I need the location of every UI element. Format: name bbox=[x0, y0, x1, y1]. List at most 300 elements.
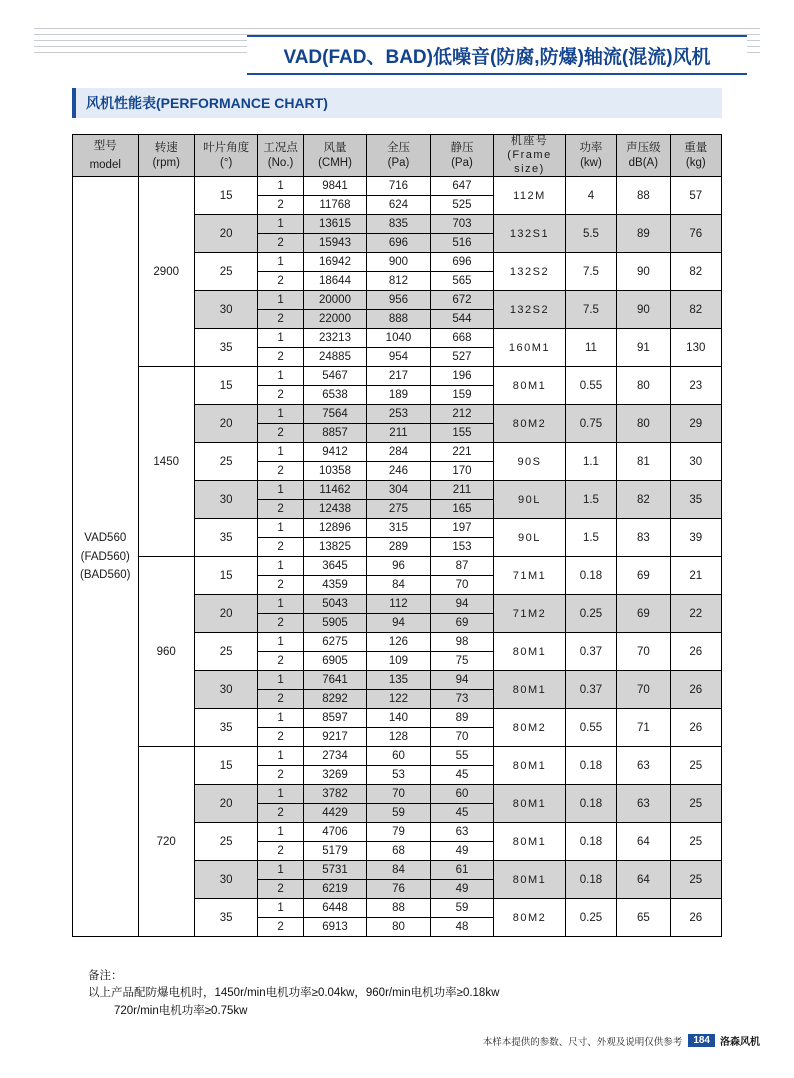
cell-model-l2: (FAD560) bbox=[80, 550, 130, 563]
cell-airflow: 20000 bbox=[303, 291, 366, 310]
cell-blade-angle: 15 bbox=[194, 557, 257, 595]
cell-airflow: 6448 bbox=[303, 899, 366, 918]
cell-airflow: 4429 bbox=[303, 804, 366, 823]
cell-static-pressure: 668 bbox=[430, 329, 493, 348]
cell-total-pressure: 246 bbox=[367, 462, 430, 481]
cell-sound-pressure: 69 bbox=[617, 595, 670, 633]
cell-static-pressure: 221 bbox=[430, 443, 493, 462]
cell-static-pressure: 672 bbox=[430, 291, 493, 310]
cell-static-pressure: 45 bbox=[430, 804, 493, 823]
cell-total-pressure: 217 bbox=[367, 367, 430, 386]
cell-frame-size: 90L bbox=[494, 519, 566, 557]
cell-airflow: 3645 bbox=[303, 557, 366, 576]
cell-static-pressure: 94 bbox=[430, 595, 493, 614]
table-row bbox=[73, 367, 722, 386]
section-header bbox=[72, 88, 722, 118]
table-column-header-10 bbox=[670, 135, 721, 177]
cell-weight: 23 bbox=[670, 367, 721, 405]
cell-static-pressure: 211 bbox=[430, 481, 493, 500]
cell-sound-pressure: 88 bbox=[617, 177, 670, 215]
cell-rpm: 1450 bbox=[138, 367, 194, 557]
cell-frame-size: 80M2 bbox=[494, 899, 566, 937]
cell-power: 7.5 bbox=[565, 253, 616, 291]
cell-blade-angle: 20 bbox=[194, 405, 257, 443]
cell-airflow: 5043 bbox=[303, 595, 366, 614]
cell-blade-angle: 25 bbox=[194, 633, 257, 671]
cell-total-pressure: 289 bbox=[367, 538, 430, 557]
cell-power: 0.25 bbox=[565, 899, 616, 937]
cell-total-pressure: 1040 bbox=[367, 329, 430, 348]
cell-static-pressure: 155 bbox=[430, 424, 493, 443]
cell-static-pressure: 196 bbox=[430, 367, 493, 386]
cell-power: 11 bbox=[565, 329, 616, 367]
cell-static-pressure: 48 bbox=[430, 918, 493, 937]
cell-sound-pressure: 64 bbox=[617, 823, 670, 861]
cell-model bbox=[73, 177, 139, 937]
cell-frame-size: 132S2 bbox=[494, 291, 566, 329]
cell-airflow: 8857 bbox=[303, 424, 366, 443]
cell-power: 1.5 bbox=[565, 519, 616, 557]
cell-airflow: 6905 bbox=[303, 652, 366, 671]
cell-static-pressure: 170 bbox=[430, 462, 493, 481]
cell-weight: 35 bbox=[670, 481, 721, 519]
cell-static-pressure: 98 bbox=[430, 633, 493, 652]
cell-sound-pressure: 70 bbox=[617, 633, 670, 671]
cell-blade-angle: 30 bbox=[194, 481, 257, 519]
cell-frame-size: 80M2 bbox=[494, 709, 566, 747]
cell-weight: 25 bbox=[670, 861, 721, 899]
cell-total-pressure: 275 bbox=[367, 500, 430, 519]
cell-airflow: 8292 bbox=[303, 690, 366, 709]
cell-total-pressure: 716 bbox=[367, 177, 430, 196]
table-column-header-0 bbox=[73, 135, 139, 177]
section-title: 风机性能表(PERFORMANCE CHART) bbox=[86, 95, 328, 111]
table-column-header-line2-6: (Pa) bbox=[451, 156, 473, 169]
table-column-header-line1-10: 重量 bbox=[684, 142, 708, 155]
cell-static-pressure: 70 bbox=[430, 576, 493, 595]
cell-total-pressure: 954 bbox=[367, 348, 430, 367]
cell-frame-size: 80M1 bbox=[494, 823, 566, 861]
cell-power: 7.5 bbox=[565, 291, 616, 329]
cell-weight: 26 bbox=[670, 709, 721, 747]
table-row bbox=[73, 747, 722, 766]
table-body bbox=[73, 177, 722, 937]
cell-weight: 29 bbox=[670, 405, 721, 443]
table-column-header-line1-6: 静压 bbox=[450, 142, 474, 155]
cell-airflow: 8597 bbox=[303, 709, 366, 728]
cell-static-pressure: 61 bbox=[430, 861, 493, 880]
cell-total-pressure: 128 bbox=[367, 728, 430, 747]
cell-total-pressure: 96 bbox=[367, 557, 430, 576]
cell-operating-point: 1 bbox=[258, 329, 303, 348]
cell-weight: 26 bbox=[670, 633, 721, 671]
cell-static-pressure: 60 bbox=[430, 785, 493, 804]
cell-sound-pressure: 71 bbox=[617, 709, 670, 747]
cell-weight: 57 bbox=[670, 177, 721, 215]
cell-operating-point: 1 bbox=[258, 557, 303, 576]
cell-operating-point: 2 bbox=[258, 234, 303, 253]
table-column-header-line2-9: dB(A) bbox=[628, 156, 659, 169]
cell-total-pressure: 189 bbox=[367, 386, 430, 405]
cell-operating-point: 1 bbox=[258, 177, 303, 196]
cell-total-pressure: 284 bbox=[367, 443, 430, 462]
cell-airflow: 3782 bbox=[303, 785, 366, 804]
cell-sound-pressure: 63 bbox=[617, 785, 670, 823]
cell-airflow: 5467 bbox=[303, 367, 366, 386]
cell-power: 0.75 bbox=[565, 405, 616, 443]
cell-power: 1.5 bbox=[565, 481, 616, 519]
cell-frame-size: 132S2 bbox=[494, 253, 566, 291]
cell-weight: 39 bbox=[670, 519, 721, 557]
cell-power: 0.55 bbox=[565, 367, 616, 405]
cell-frame-size: 80M1 bbox=[494, 671, 566, 709]
cell-operating-point: 2 bbox=[258, 614, 303, 633]
cell-operating-point: 1 bbox=[258, 633, 303, 652]
cell-airflow: 9841 bbox=[303, 177, 366, 196]
cell-rpm: 720 bbox=[138, 747, 194, 937]
cell-operating-point: 1 bbox=[258, 861, 303, 880]
table-column-header-4 bbox=[303, 135, 366, 177]
cell-total-pressure: 696 bbox=[367, 234, 430, 253]
table-column-header-line2-7: (Frame size) bbox=[507, 148, 552, 175]
cell-weight: 26 bbox=[670, 899, 721, 937]
cell-blade-angle: 25 bbox=[194, 443, 257, 481]
table-row bbox=[73, 557, 722, 576]
table-column-header-line1-1: 转速 bbox=[154, 142, 178, 155]
cell-operating-point: 2 bbox=[258, 728, 303, 747]
table-column-header-line2-8: (kw) bbox=[580, 156, 602, 169]
cell-operating-point: 1 bbox=[258, 899, 303, 918]
cell-model-l3: (BAD560) bbox=[80, 568, 131, 581]
cell-rpm: 2900 bbox=[138, 177, 194, 367]
cell-static-pressure: 55 bbox=[430, 747, 493, 766]
page-number: 184 bbox=[688, 1034, 715, 1047]
cell-static-pressure: 70 bbox=[430, 728, 493, 747]
cell-operating-point: 2 bbox=[258, 196, 303, 215]
cell-static-pressure: 87 bbox=[430, 557, 493, 576]
page-footer bbox=[483, 1033, 760, 1048]
cell-operating-point: 1 bbox=[258, 367, 303, 386]
cell-sound-pressure: 70 bbox=[617, 671, 670, 709]
cell-weight: 26 bbox=[670, 671, 721, 709]
cell-power: 5.5 bbox=[565, 215, 616, 253]
footer-brand: 洛森风机 bbox=[720, 1037, 760, 1048]
cell-sound-pressure: 82 bbox=[617, 481, 670, 519]
cell-total-pressure: 76 bbox=[367, 880, 430, 899]
cell-airflow: 13615 bbox=[303, 215, 366, 234]
cell-total-pressure: 80 bbox=[367, 918, 430, 937]
table-column-header-line1-8: 功率 bbox=[579, 142, 603, 155]
section-accent-bar bbox=[72, 88, 76, 118]
table-header-row bbox=[73, 135, 722, 177]
cell-airflow: 16942 bbox=[303, 253, 366, 272]
cell-total-pressure: 211 bbox=[367, 424, 430, 443]
cell-airflow: 5731 bbox=[303, 861, 366, 880]
cell-power: 0.18 bbox=[565, 785, 616, 823]
cell-operating-point: 1 bbox=[258, 747, 303, 766]
cell-sound-pressure: 80 bbox=[617, 367, 670, 405]
cell-airflow: 10358 bbox=[303, 462, 366, 481]
cell-static-pressure: 49 bbox=[430, 842, 493, 861]
table-column-header-line1-0: 型号 bbox=[93, 140, 117, 153]
cell-static-pressure: 647 bbox=[430, 177, 493, 196]
cell-static-pressure: 153 bbox=[430, 538, 493, 557]
cell-power: 0.18 bbox=[565, 823, 616, 861]
cell-static-pressure: 63 bbox=[430, 823, 493, 842]
cell-power: 0.25 bbox=[565, 595, 616, 633]
cell-blade-angle: 15 bbox=[194, 747, 257, 785]
cell-operating-point: 1 bbox=[258, 253, 303, 272]
cell-power: 0.55 bbox=[565, 709, 616, 747]
cell-blade-angle: 25 bbox=[194, 253, 257, 291]
cell-total-pressure: 624 bbox=[367, 196, 430, 215]
cell-operating-point: 1 bbox=[258, 519, 303, 538]
table-column-header-line1-9: 声压级 bbox=[626, 142, 661, 155]
cell-operating-point: 2 bbox=[258, 424, 303, 443]
cell-frame-size: 160M1 bbox=[494, 329, 566, 367]
cell-operating-point: 2 bbox=[258, 538, 303, 557]
cell-total-pressure: 835 bbox=[367, 215, 430, 234]
cell-sound-pressure: 91 bbox=[617, 329, 670, 367]
cell-weight: 130 bbox=[670, 329, 721, 367]
cell-airflow: 5179 bbox=[303, 842, 366, 861]
cell-static-pressure: 69 bbox=[430, 614, 493, 633]
cell-operating-point: 1 bbox=[258, 291, 303, 310]
cell-frame-size: 112M bbox=[494, 177, 566, 215]
cell-total-pressure: 888 bbox=[367, 310, 430, 329]
cell-sound-pressure: 83 bbox=[617, 519, 670, 557]
notes-block bbox=[88, 968, 728, 1020]
cell-total-pressure: 84 bbox=[367, 576, 430, 595]
cell-total-pressure: 109 bbox=[367, 652, 430, 671]
cell-static-pressure: 45 bbox=[430, 766, 493, 785]
cell-weight: 30 bbox=[670, 443, 721, 481]
cell-static-pressure: 73 bbox=[430, 690, 493, 709]
cell-blade-angle: 30 bbox=[194, 861, 257, 899]
cell-operating-point: 2 bbox=[258, 690, 303, 709]
cell-total-pressure: 956 bbox=[367, 291, 430, 310]
cell-operating-point: 2 bbox=[258, 386, 303, 405]
cell-airflow: 9412 bbox=[303, 443, 366, 462]
table-column-header-line2-1: (rpm) bbox=[152, 156, 180, 169]
cell-operating-point: 1 bbox=[258, 481, 303, 500]
cell-total-pressure: 122 bbox=[367, 690, 430, 709]
cell-frame-size: 90S bbox=[494, 443, 566, 481]
cell-static-pressure: 544 bbox=[430, 310, 493, 329]
table-column-header-8 bbox=[565, 135, 616, 177]
cell-frame-size: 80M1 bbox=[494, 367, 566, 405]
cell-operating-point: 2 bbox=[258, 576, 303, 595]
page-title: VAD(FAD、BAD)低噪音(防腐,防爆)轴流(混流)风机 bbox=[247, 35, 747, 75]
table-column-header-line2-2: (°) bbox=[220, 156, 233, 169]
cell-frame-size: 80M1 bbox=[494, 861, 566, 899]
cell-frame-size: 80M2 bbox=[494, 405, 566, 443]
cell-frame-size: 132S1 bbox=[494, 215, 566, 253]
cell-static-pressure: 565 bbox=[430, 272, 493, 291]
cell-operating-point: 1 bbox=[258, 785, 303, 804]
table-column-header-6 bbox=[430, 135, 493, 177]
cell-blade-angle: 35 bbox=[194, 329, 257, 367]
cell-operating-point: 1 bbox=[258, 405, 303, 424]
cell-airflow: 12438 bbox=[303, 500, 366, 519]
cell-total-pressure: 68 bbox=[367, 842, 430, 861]
cell-weight: 82 bbox=[670, 291, 721, 329]
cell-total-pressure: 304 bbox=[367, 481, 430, 500]
cell-airflow: 15943 bbox=[303, 234, 366, 253]
cell-operating-point: 2 bbox=[258, 310, 303, 329]
cell-airflow: 7564 bbox=[303, 405, 366, 424]
cell-total-pressure: 88 bbox=[367, 899, 430, 918]
cell-airflow: 6275 bbox=[303, 633, 366, 652]
cell-sound-pressure: 64 bbox=[617, 861, 670, 899]
table-column-header-line2-5: (Pa) bbox=[387, 156, 410, 169]
cell-frame-size: 80M1 bbox=[494, 785, 566, 823]
cell-total-pressure: 94 bbox=[367, 614, 430, 633]
cell-power: 0.18 bbox=[565, 747, 616, 785]
cell-total-pressure: 84 bbox=[367, 861, 430, 880]
cell-blade-angle: 20 bbox=[194, 595, 257, 633]
table-column-header-line1-3: 工况点 bbox=[263, 142, 298, 155]
cell-blade-angle: 30 bbox=[194, 671, 257, 709]
cell-total-pressure: 140 bbox=[367, 709, 430, 728]
table-column-header-line2-3: (No.) bbox=[267, 156, 294, 169]
cell-airflow: 7641 bbox=[303, 671, 366, 690]
table-column-header-line1-4: 风量 bbox=[323, 142, 347, 155]
cell-static-pressure: 525 bbox=[430, 196, 493, 215]
cell-total-pressure: 79 bbox=[367, 823, 430, 842]
cell-weight: 21 bbox=[670, 557, 721, 595]
cell-airflow: 3269 bbox=[303, 766, 366, 785]
notes-line-1: 以上产品配防爆电机时，1450r/min电机功率≥0.04kw，960r/min电机功率≥0.18kw bbox=[88, 987, 500, 1000]
performance-table bbox=[72, 134, 722, 937]
cell-operating-point: 1 bbox=[258, 709, 303, 728]
cell-sound-pressure: 81 bbox=[617, 443, 670, 481]
cell-airflow: 23213 bbox=[303, 329, 366, 348]
cell-operating-point: 2 bbox=[258, 918, 303, 937]
table-column-header-line1-2: 叶片角度 bbox=[203, 142, 250, 155]
cell-static-pressure: 703 bbox=[430, 215, 493, 234]
cell-operating-point: 2 bbox=[258, 766, 303, 785]
cell-total-pressure: 900 bbox=[367, 253, 430, 272]
cell-operating-point: 2 bbox=[258, 348, 303, 367]
table-column-header-2 bbox=[194, 135, 257, 177]
cell-operating-point: 2 bbox=[258, 462, 303, 481]
cell-airflow: 4706 bbox=[303, 823, 366, 842]
cell-static-pressure: 94 bbox=[430, 671, 493, 690]
cell-operating-point: 1 bbox=[258, 823, 303, 842]
cell-airflow: 22000 bbox=[303, 310, 366, 329]
cell-power: 0.37 bbox=[565, 633, 616, 671]
table-column-header-5 bbox=[367, 135, 430, 177]
cell-operating-point: 2 bbox=[258, 880, 303, 899]
page-header bbox=[0, 18, 794, 68]
table-column-header-line2-0: model bbox=[89, 158, 121, 171]
cell-frame-size: 80M1 bbox=[494, 633, 566, 671]
cell-total-pressure: 812 bbox=[367, 272, 430, 291]
cell-power: 1.1 bbox=[565, 443, 616, 481]
cell-static-pressure: 696 bbox=[430, 253, 493, 272]
cell-power: 0.18 bbox=[565, 557, 616, 595]
cell-power: 0.37 bbox=[565, 671, 616, 709]
cell-operating-point: 1 bbox=[258, 595, 303, 614]
cell-airflow: 9217 bbox=[303, 728, 366, 747]
cell-power: 4 bbox=[565, 177, 616, 215]
cell-sound-pressure: 90 bbox=[617, 253, 670, 291]
cell-total-pressure: 59 bbox=[367, 804, 430, 823]
cell-airflow: 13825 bbox=[303, 538, 366, 557]
cell-operating-point: 2 bbox=[258, 652, 303, 671]
table-row bbox=[73, 177, 722, 196]
cell-total-pressure: 126 bbox=[367, 633, 430, 652]
cell-airflow: 24885 bbox=[303, 348, 366, 367]
table-column-header-9 bbox=[617, 135, 670, 177]
cell-weight: 82 bbox=[670, 253, 721, 291]
cell-weight: 22 bbox=[670, 595, 721, 633]
cell-static-pressure: 89 bbox=[430, 709, 493, 728]
cell-airflow: 2734 bbox=[303, 747, 366, 766]
cell-total-pressure: 253 bbox=[367, 405, 430, 424]
cell-weight: 25 bbox=[670, 823, 721, 861]
cell-airflow: 12896 bbox=[303, 519, 366, 538]
cell-frame-size: 71M2 bbox=[494, 595, 566, 633]
cell-power: 0.18 bbox=[565, 861, 616, 899]
cell-airflow: 5905 bbox=[303, 614, 366, 633]
cell-sound-pressure: 69 bbox=[617, 557, 670, 595]
footer-disclaimer: 本样本提供的参数、尺寸、外观及说明仅供参考 bbox=[482, 1036, 683, 1048]
cell-operating-point: 1 bbox=[258, 671, 303, 690]
table-column-header-line1-5: 全压 bbox=[386, 142, 410, 155]
cell-weight: 25 bbox=[670, 747, 721, 785]
cell-airflow: 11462 bbox=[303, 481, 366, 500]
table-column-header-line2-10: (kg) bbox=[685, 156, 706, 169]
table-column-header-line1-7: 机座号 bbox=[510, 135, 549, 147]
cell-blade-angle: 20 bbox=[194, 215, 257, 253]
cell-airflow: 6538 bbox=[303, 386, 366, 405]
cell-airflow: 18644 bbox=[303, 272, 366, 291]
cell-weight: 76 bbox=[670, 215, 721, 253]
cell-static-pressure: 159 bbox=[430, 386, 493, 405]
cell-static-pressure: 75 bbox=[430, 652, 493, 671]
cell-static-pressure: 59 bbox=[430, 899, 493, 918]
cell-operating-point: 2 bbox=[258, 272, 303, 291]
cell-operating-point: 1 bbox=[258, 443, 303, 462]
cell-frame-size: 80M1 bbox=[494, 747, 566, 785]
cell-blade-angle: 30 bbox=[194, 291, 257, 329]
cell-airflow: 4359 bbox=[303, 576, 366, 595]
cell-operating-point: 2 bbox=[258, 804, 303, 823]
cell-rpm: 960 bbox=[138, 557, 194, 747]
cell-operating-point: 2 bbox=[258, 842, 303, 861]
cell-total-pressure: 315 bbox=[367, 519, 430, 538]
cell-total-pressure: 60 bbox=[367, 747, 430, 766]
cell-airflow: 6913 bbox=[303, 918, 366, 937]
cell-static-pressure: 516 bbox=[430, 234, 493, 253]
cell-model-l1: VAD560 bbox=[84, 532, 127, 545]
cell-total-pressure: 112 bbox=[367, 595, 430, 614]
cell-sound-pressure: 90 bbox=[617, 291, 670, 329]
cell-operating-point: 1 bbox=[258, 215, 303, 234]
cell-total-pressure: 53 bbox=[367, 766, 430, 785]
cell-blade-angle: 35 bbox=[194, 899, 257, 937]
cell-blade-angle: 15 bbox=[194, 177, 257, 215]
cell-sound-pressure: 63 bbox=[617, 747, 670, 785]
cell-frame-size: 71M1 bbox=[494, 557, 566, 595]
cell-blade-angle: 35 bbox=[194, 519, 257, 557]
cell-frame-size: 90L bbox=[494, 481, 566, 519]
cell-static-pressure: 49 bbox=[430, 880, 493, 899]
cell-static-pressure: 197 bbox=[430, 519, 493, 538]
cell-blade-angle: 25 bbox=[194, 823, 257, 861]
